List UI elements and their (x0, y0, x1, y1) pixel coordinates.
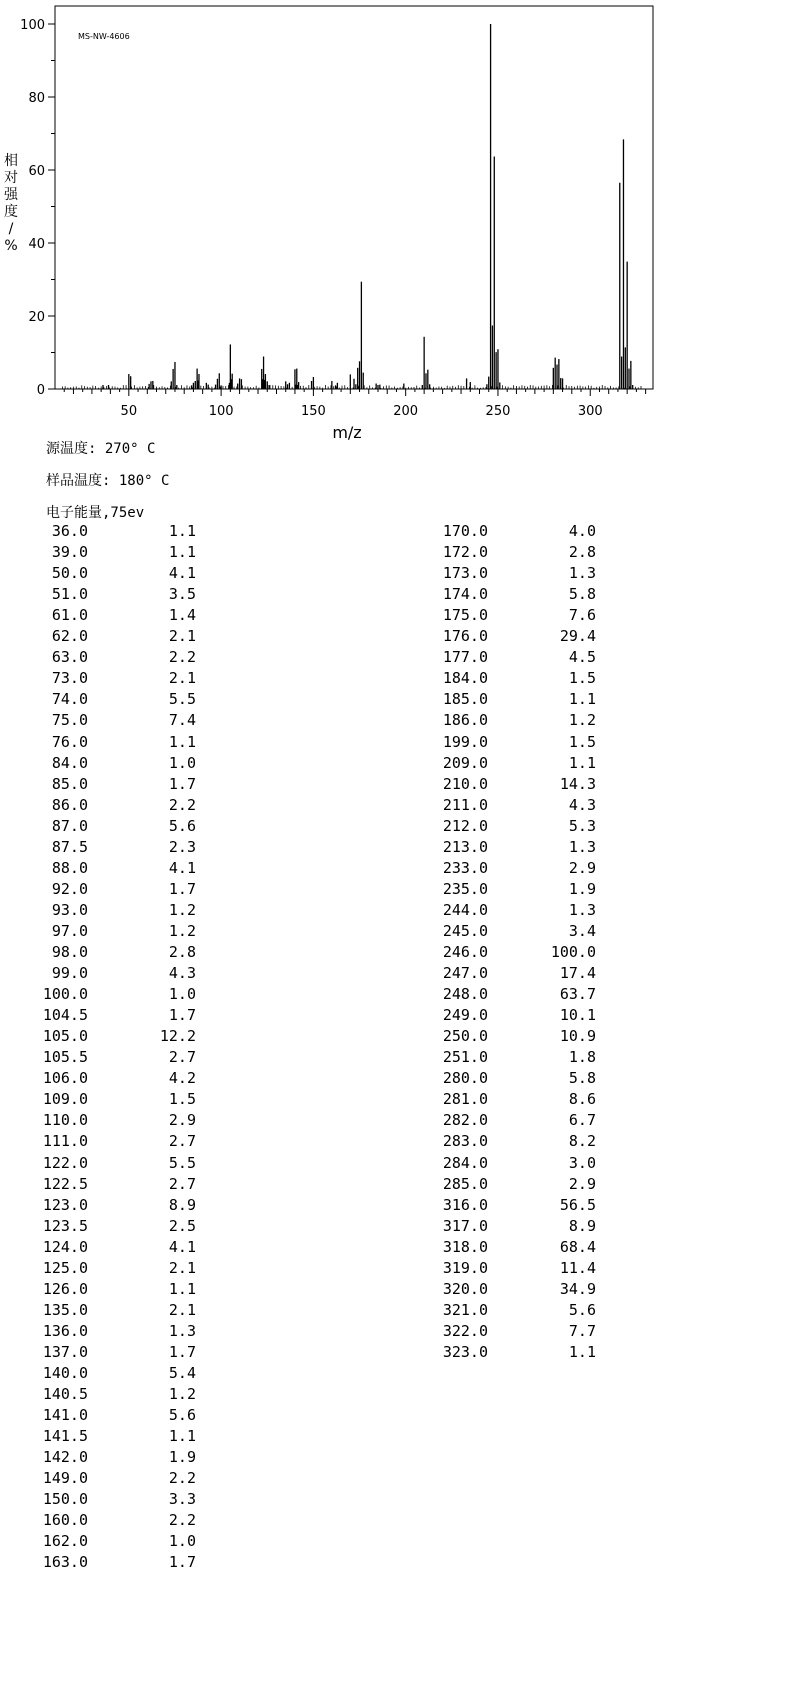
table-row (428, 1090, 628, 1109)
y-tick-label: 80 (28, 91, 45, 106)
abundance-value: 1.2 (568, 711, 596, 730)
abundance-value: 1.5 (568, 669, 596, 688)
mz-value: 160.0 (42, 1511, 88, 1530)
mz-value: 135.0 (42, 1300, 88, 1319)
abundance-value: 5.8 (568, 1069, 596, 1088)
abundance-value: 2.3 (168, 837, 196, 856)
abundance-value: 34.9 (559, 1279, 596, 1298)
table-row (28, 1553, 228, 1572)
abundance-value: 1.1 (568, 1342, 596, 1361)
abundance-value: 1.1 (168, 543, 196, 562)
table-row (28, 859, 228, 878)
abundance-value: 4.3 (568, 795, 596, 814)
table-row (28, 1154, 228, 1173)
abundance-value: 8.6 (568, 1090, 596, 1109)
abundance-value: 2.9 (568, 1174, 596, 1193)
table-row (28, 1448, 228, 1467)
mz-value: 39.0 (51, 543, 88, 562)
mz-value: 97.0 (51, 921, 88, 940)
abundance-value: 8.9 (568, 1216, 596, 1235)
abundance-value: 4.1 (168, 564, 196, 583)
mz-value: 100.0 (42, 985, 88, 1004)
abundance-value: 1.0 (168, 985, 196, 1004)
abundance-value: 56.5 (559, 1195, 596, 1214)
table-row (28, 943, 228, 962)
abundance-value: 68.4 (559, 1237, 596, 1256)
mz-value: 176.0 (442, 627, 488, 646)
mz-value: 84.0 (51, 753, 88, 772)
table-row (28, 1111, 228, 1130)
abundance-value: 4.2 (168, 1069, 196, 1088)
table-row (428, 585, 628, 604)
table-row (428, 817, 628, 836)
abundance-value: 29.4 (559, 627, 596, 646)
y-tick-label: 40 (28, 237, 45, 252)
mz-value: 50.0 (51, 564, 88, 583)
x-tick-label: 50 (120, 404, 138, 419)
abundance-value: 1.0 (168, 1532, 196, 1551)
mz-value: 319.0 (442, 1258, 488, 1277)
mz-value: 105.5 (42, 1048, 88, 1067)
table-row (428, 754, 628, 773)
abundance-value: 12.2 (159, 1027, 196, 1046)
y-axis-label (4, 152, 19, 254)
mz-value: 185.0 (442, 690, 488, 709)
mz-value: 136.0 (42, 1321, 88, 1340)
abundance-value: 1.7 (168, 879, 196, 898)
mz-value: 85.0 (51, 774, 88, 793)
abundance-value: 2.2 (168, 648, 196, 667)
y-label-glyph: 对 (4, 170, 18, 186)
mz-value: 249.0 (442, 1006, 488, 1025)
table-row (28, 1196, 228, 1215)
abundance-value: 1.3 (168, 1321, 196, 1340)
abundance-value: 63.7 (559, 985, 596, 1004)
abundance-value: 1.1 (568, 753, 596, 772)
abundance-value: 3.5 (168, 585, 196, 604)
mz-value: 140.5 (42, 1385, 88, 1404)
table-row (428, 690, 628, 709)
mz-value: 123.0 (42, 1195, 88, 1214)
abundance-value: 2.8 (168, 943, 196, 961)
table-row (28, 1027, 228, 1046)
abundance-value: 8.9 (168, 1195, 196, 1214)
mz-value: 184.0 (442, 669, 488, 688)
table-row (28, 711, 228, 730)
mz-value: 62.0 (51, 627, 88, 646)
abundance-value: 7.7 (568, 1321, 596, 1340)
abundance-value: 11.4 (559, 1258, 596, 1277)
table-row (28, 1238, 228, 1257)
table-row (28, 1532, 228, 1551)
abundance-value: 2.7 (168, 1174, 196, 1193)
table-row (428, 964, 628, 983)
mz-value: 283.0 (442, 1132, 488, 1151)
abundance-value: 1.7 (168, 1553, 196, 1572)
mz-value: 175.0 (442, 606, 488, 625)
mz-value: 211.0 (442, 795, 488, 814)
abundance-value: 1.2 (168, 1385, 196, 1404)
mz-value: 233.0 (442, 858, 488, 877)
x-tick-label: 250 (485, 404, 511, 419)
mz-value: 316.0 (442, 1195, 488, 1214)
y-tick-label: 0 (36, 383, 45, 398)
table-row (28, 1280, 228, 1299)
abundance-value: 1.8 (568, 1048, 596, 1067)
mz-value: 162.0 (42, 1532, 88, 1551)
abundance-value: 3.0 (568, 1153, 596, 1172)
y-tick-label: 100 (20, 18, 45, 33)
table-row (428, 901, 628, 920)
mz-value: 111.0 (42, 1132, 88, 1151)
abundance-value: 7.6 (568, 606, 596, 625)
table-row (428, 1217, 628, 1236)
abundance-value: 1.2 (168, 900, 196, 919)
mz-value: 141.0 (42, 1406, 88, 1425)
table-row (28, 606, 228, 625)
table-row (428, 564, 628, 583)
abundance-value: 1.7 (168, 774, 196, 793)
table-row (428, 1111, 628, 1130)
mz-value: 140.0 (42, 1364, 88, 1382)
mz-value: 321.0 (442, 1300, 488, 1319)
abundance-value: 1.0 (168, 753, 196, 772)
abundance-value: 1.7 (168, 1342, 196, 1361)
chart-axes (55, 6, 653, 389)
table-row (28, 1301, 228, 1320)
table-row (28, 1511, 228, 1530)
table-row (28, 733, 228, 752)
mz-value: 163.0 (42, 1553, 88, 1572)
mz-value: 124.0 (42, 1237, 88, 1256)
y-label-glyph: 度 (4, 204, 18, 220)
mz-value: 177.0 (442, 648, 488, 667)
abundance-value: 8.2 (568, 1132, 596, 1151)
chart-title: MS-NW-4606 (78, 32, 130, 41)
table-row (428, 669, 628, 688)
table-row (428, 1238, 628, 1257)
mz-value: 173.0 (442, 564, 488, 583)
table-row (28, 754, 228, 773)
mz-value: 248.0 (442, 985, 488, 1004)
table-row (28, 985, 228, 1004)
abundance-value: 14.3 (559, 774, 596, 793)
mz-value: 244.0 (442, 900, 488, 919)
table-row (28, 1090, 228, 1109)
abundance-value: 5.6 (168, 1406, 196, 1425)
abundance-value: 2.8 (568, 543, 596, 562)
mz-value: 93.0 (51, 900, 88, 919)
abundance-value: 4.3 (168, 964, 196, 983)
y-tick-label: 20 (28, 310, 45, 325)
mz-value: 126.0 (42, 1279, 88, 1298)
mz-value: 209.0 (442, 753, 488, 772)
table-row (428, 627, 628, 646)
table-row (28, 1048, 228, 1067)
abundance-value: 2.7 (168, 1048, 196, 1067)
abundance-value: 1.1 (168, 1279, 196, 1298)
table-row (428, 775, 628, 794)
mz-value: 36.0 (51, 522, 88, 540)
abundance-value: 2.1 (168, 627, 196, 646)
abundance-value: 10.9 (559, 1027, 596, 1046)
table-row (428, 648, 628, 667)
abundance-value: 2.5 (168, 1216, 196, 1235)
abundance-value: 2.2 (168, 1469, 196, 1488)
abundance-value: 1.3 (568, 837, 596, 856)
abundance-value: 5.8 (568, 585, 596, 604)
table-row (28, 1217, 228, 1236)
abundance-value: 1.1 (168, 522, 196, 540)
abundance-value: 1.5 (168, 1090, 196, 1109)
mz-value: 284.0 (442, 1153, 488, 1172)
abundance-value: 7.4 (168, 711, 196, 730)
abundance-value: 1.1 (168, 1427, 196, 1446)
abundance-value: 2.2 (168, 795, 196, 814)
mz-value: 125.0 (42, 1258, 88, 1277)
table-row (28, 1132, 228, 1151)
mz-value: 318.0 (442, 1237, 488, 1256)
abundance-value: 17.4 (559, 964, 596, 983)
abundance-value: 5.5 (168, 690, 196, 709)
mz-value: 106.0 (42, 1069, 88, 1088)
table-row (28, 669, 228, 688)
abundance-value: 5.6 (568, 1300, 596, 1319)
mz-value: 210.0 (442, 774, 488, 793)
y-label-glyph: % (4, 238, 18, 254)
mz-value: 235.0 (442, 879, 488, 898)
mz-value: 75.0 (51, 711, 88, 730)
table-row (428, 1196, 628, 1215)
mz-value: 88.0 (51, 858, 88, 877)
mz-value: 110.0 (42, 1111, 88, 1130)
chart-peaks (103, 24, 633, 389)
mz-value: 142.0 (42, 1448, 88, 1467)
table-row (428, 733, 628, 752)
abundance-value: 100.0 (550, 943, 596, 961)
table-row (28, 1343, 228, 1362)
abundance-value: 4.1 (168, 858, 196, 877)
table-row (428, 1322, 628, 1341)
abundance-value: 4.0 (568, 522, 596, 540)
mz-value: 87.0 (51, 816, 88, 835)
abundance-value: 1.9 (168, 1448, 196, 1467)
abundance-value: 2.2 (168, 1511, 196, 1530)
abundance-value: 1.4 (168, 606, 196, 625)
table-row (28, 1322, 228, 1341)
table-row (428, 1132, 628, 1151)
mz-value: 282.0 (442, 1111, 488, 1130)
abundance-value: 5.4 (168, 1364, 196, 1382)
table-row (428, 522, 628, 541)
mz-value: 123.5 (42, 1216, 88, 1235)
table-row (428, 796, 628, 815)
table-row (428, 711, 628, 730)
table-row (28, 796, 228, 815)
abundance-value: 5.3 (568, 816, 596, 835)
mz-value: 320.0 (442, 1279, 488, 1298)
table-row (28, 1364, 228, 1383)
mz-value: 247.0 (442, 964, 488, 983)
abundance-value: 4.5 (568, 648, 596, 667)
mass-spectrum-chart (0, 0, 794, 450)
abundance-value: 1.1 (168, 732, 196, 751)
mz-value: 74.0 (51, 690, 88, 709)
abundance-value: 1.1 (568, 690, 596, 709)
table-row (28, 1006, 228, 1025)
table-row (28, 1469, 228, 1488)
mz-value: 174.0 (442, 585, 488, 604)
x-tick-label: 100 (208, 404, 234, 419)
table-row (28, 1069, 228, 1088)
table-row (428, 1301, 628, 1320)
x-tick-label: 150 (300, 404, 326, 419)
mz-value: 86.0 (51, 795, 88, 814)
table-row (428, 1154, 628, 1173)
abundance-value: 2.7 (168, 1132, 196, 1151)
mz-value: 285.0 (442, 1174, 488, 1193)
mz-value: 76.0 (51, 732, 88, 751)
table-row (428, 859, 628, 878)
abundance-value: 2.1 (168, 669, 196, 688)
abundance-value: 5.6 (168, 816, 196, 835)
source-temperature: 源温度: 270° C (46, 441, 156, 457)
mz-value: 322.0 (442, 1321, 488, 1340)
table-row (428, 606, 628, 625)
table-row (28, 1385, 228, 1404)
mz-value: 149.0 (42, 1469, 88, 1488)
electron-energy: 电子能量,75ev (46, 505, 145, 521)
plot-frame (55, 6, 653, 389)
table-row (28, 543, 228, 562)
mz-value: 245.0 (442, 921, 488, 940)
abundance-value: 1.3 (568, 564, 596, 583)
mz-value: 317.0 (442, 1216, 488, 1235)
y-label-glyph: 强 (4, 187, 18, 203)
mz-value: 104.5 (42, 1006, 88, 1025)
mz-value: 212.0 (442, 816, 488, 835)
table-row (28, 1175, 228, 1194)
table-row (28, 1427, 228, 1446)
abundance-value: 2.9 (568, 858, 596, 877)
abundance-value: 4.1 (168, 1237, 196, 1256)
mz-value: 281.0 (442, 1090, 488, 1109)
mz-value: 250.0 (442, 1027, 488, 1046)
x-axis-label: m/z (332, 423, 362, 442)
table-row (428, 1280, 628, 1299)
mz-value: 150.0 (42, 1490, 88, 1509)
table-row (428, 1048, 628, 1067)
abundance-value: 6.7 (568, 1111, 596, 1130)
chart-ticks (20, 18, 645, 419)
abundance-value: 1.5 (568, 732, 596, 751)
mz-value: 109.0 (42, 1090, 88, 1109)
abundance-value: 2.1 (168, 1300, 196, 1319)
abundance-value: 2.9 (168, 1111, 196, 1130)
table-row (428, 1069, 628, 1088)
mz-value: 280.0 (442, 1069, 488, 1088)
table-row (28, 1490, 228, 1509)
abundance-value: 1.2 (168, 921, 196, 940)
table-row (28, 690, 228, 709)
abundance-value: 3.4 (568, 921, 596, 940)
table-row (28, 964, 228, 983)
table-row (428, 838, 628, 857)
mz-value: 199.0 (442, 732, 488, 751)
table-row (28, 775, 228, 794)
table-row (428, 1006, 628, 1025)
mz-value: 251.0 (442, 1048, 488, 1067)
y-label-glyph: / (8, 221, 14, 237)
mz-value: 98.0 (51, 943, 88, 961)
abundance-value: 10.1 (559, 1006, 596, 1025)
table-row (28, 817, 228, 836)
table-row (28, 922, 228, 941)
mz-value: 51.0 (51, 585, 88, 604)
y-tick-label: 60 (28, 164, 45, 179)
mz-value: 61.0 (51, 606, 88, 625)
table-row (28, 1259, 228, 1278)
table-row (428, 922, 628, 941)
table-row (428, 1343, 628, 1362)
table-row (28, 648, 228, 667)
abundance-value: 5.5 (168, 1153, 196, 1172)
abundance-value: 1.3 (568, 900, 596, 919)
table-row (28, 585, 228, 604)
mz-value: 137.0 (42, 1342, 88, 1361)
mz-value: 92.0 (51, 879, 88, 898)
x-tick-label: 300 (577, 404, 603, 419)
table-row (28, 522, 228, 541)
table-row (28, 901, 228, 920)
abundance-value: 3.3 (168, 1490, 196, 1509)
table-row (428, 543, 628, 562)
mz-value: 99.0 (51, 964, 88, 983)
y-label-glyph: 相 (4, 153, 18, 169)
mz-value: 246.0 (442, 943, 488, 961)
mz-value: 213.0 (442, 837, 488, 856)
mz-value: 73.0 (51, 669, 88, 688)
table-row (428, 1027, 628, 1046)
mz-value: 105.0 (42, 1027, 88, 1046)
table-row (28, 564, 228, 583)
mz-value: 122.0 (42, 1153, 88, 1172)
mz-value: 141.5 (42, 1427, 88, 1446)
mz-value: 323.0 (442, 1342, 488, 1361)
mz-value: 63.0 (51, 648, 88, 667)
table-row (28, 1406, 228, 1425)
abundance-value: 1.7 (168, 1006, 196, 1025)
mz-value: 87.5 (51, 837, 88, 856)
table-row (428, 880, 628, 899)
abundance-value: 2.1 (168, 1258, 196, 1277)
table-row (28, 880, 228, 899)
table-row (428, 1175, 628, 1194)
sample-temperature: 样品温度: 180° C (46, 473, 170, 489)
table-row (428, 1259, 628, 1278)
x-tick-label: 200 (393, 404, 419, 419)
table-row (428, 943, 628, 962)
mz-value: 122.5 (42, 1174, 88, 1193)
mz-value: 170.0 (442, 522, 488, 540)
table-row (28, 627, 228, 646)
table-row (28, 838, 228, 857)
table-row (428, 985, 628, 1004)
mz-value: 172.0 (442, 543, 488, 562)
mz-value: 186.0 (442, 711, 488, 730)
abundance-value: 1.9 (568, 879, 596, 898)
